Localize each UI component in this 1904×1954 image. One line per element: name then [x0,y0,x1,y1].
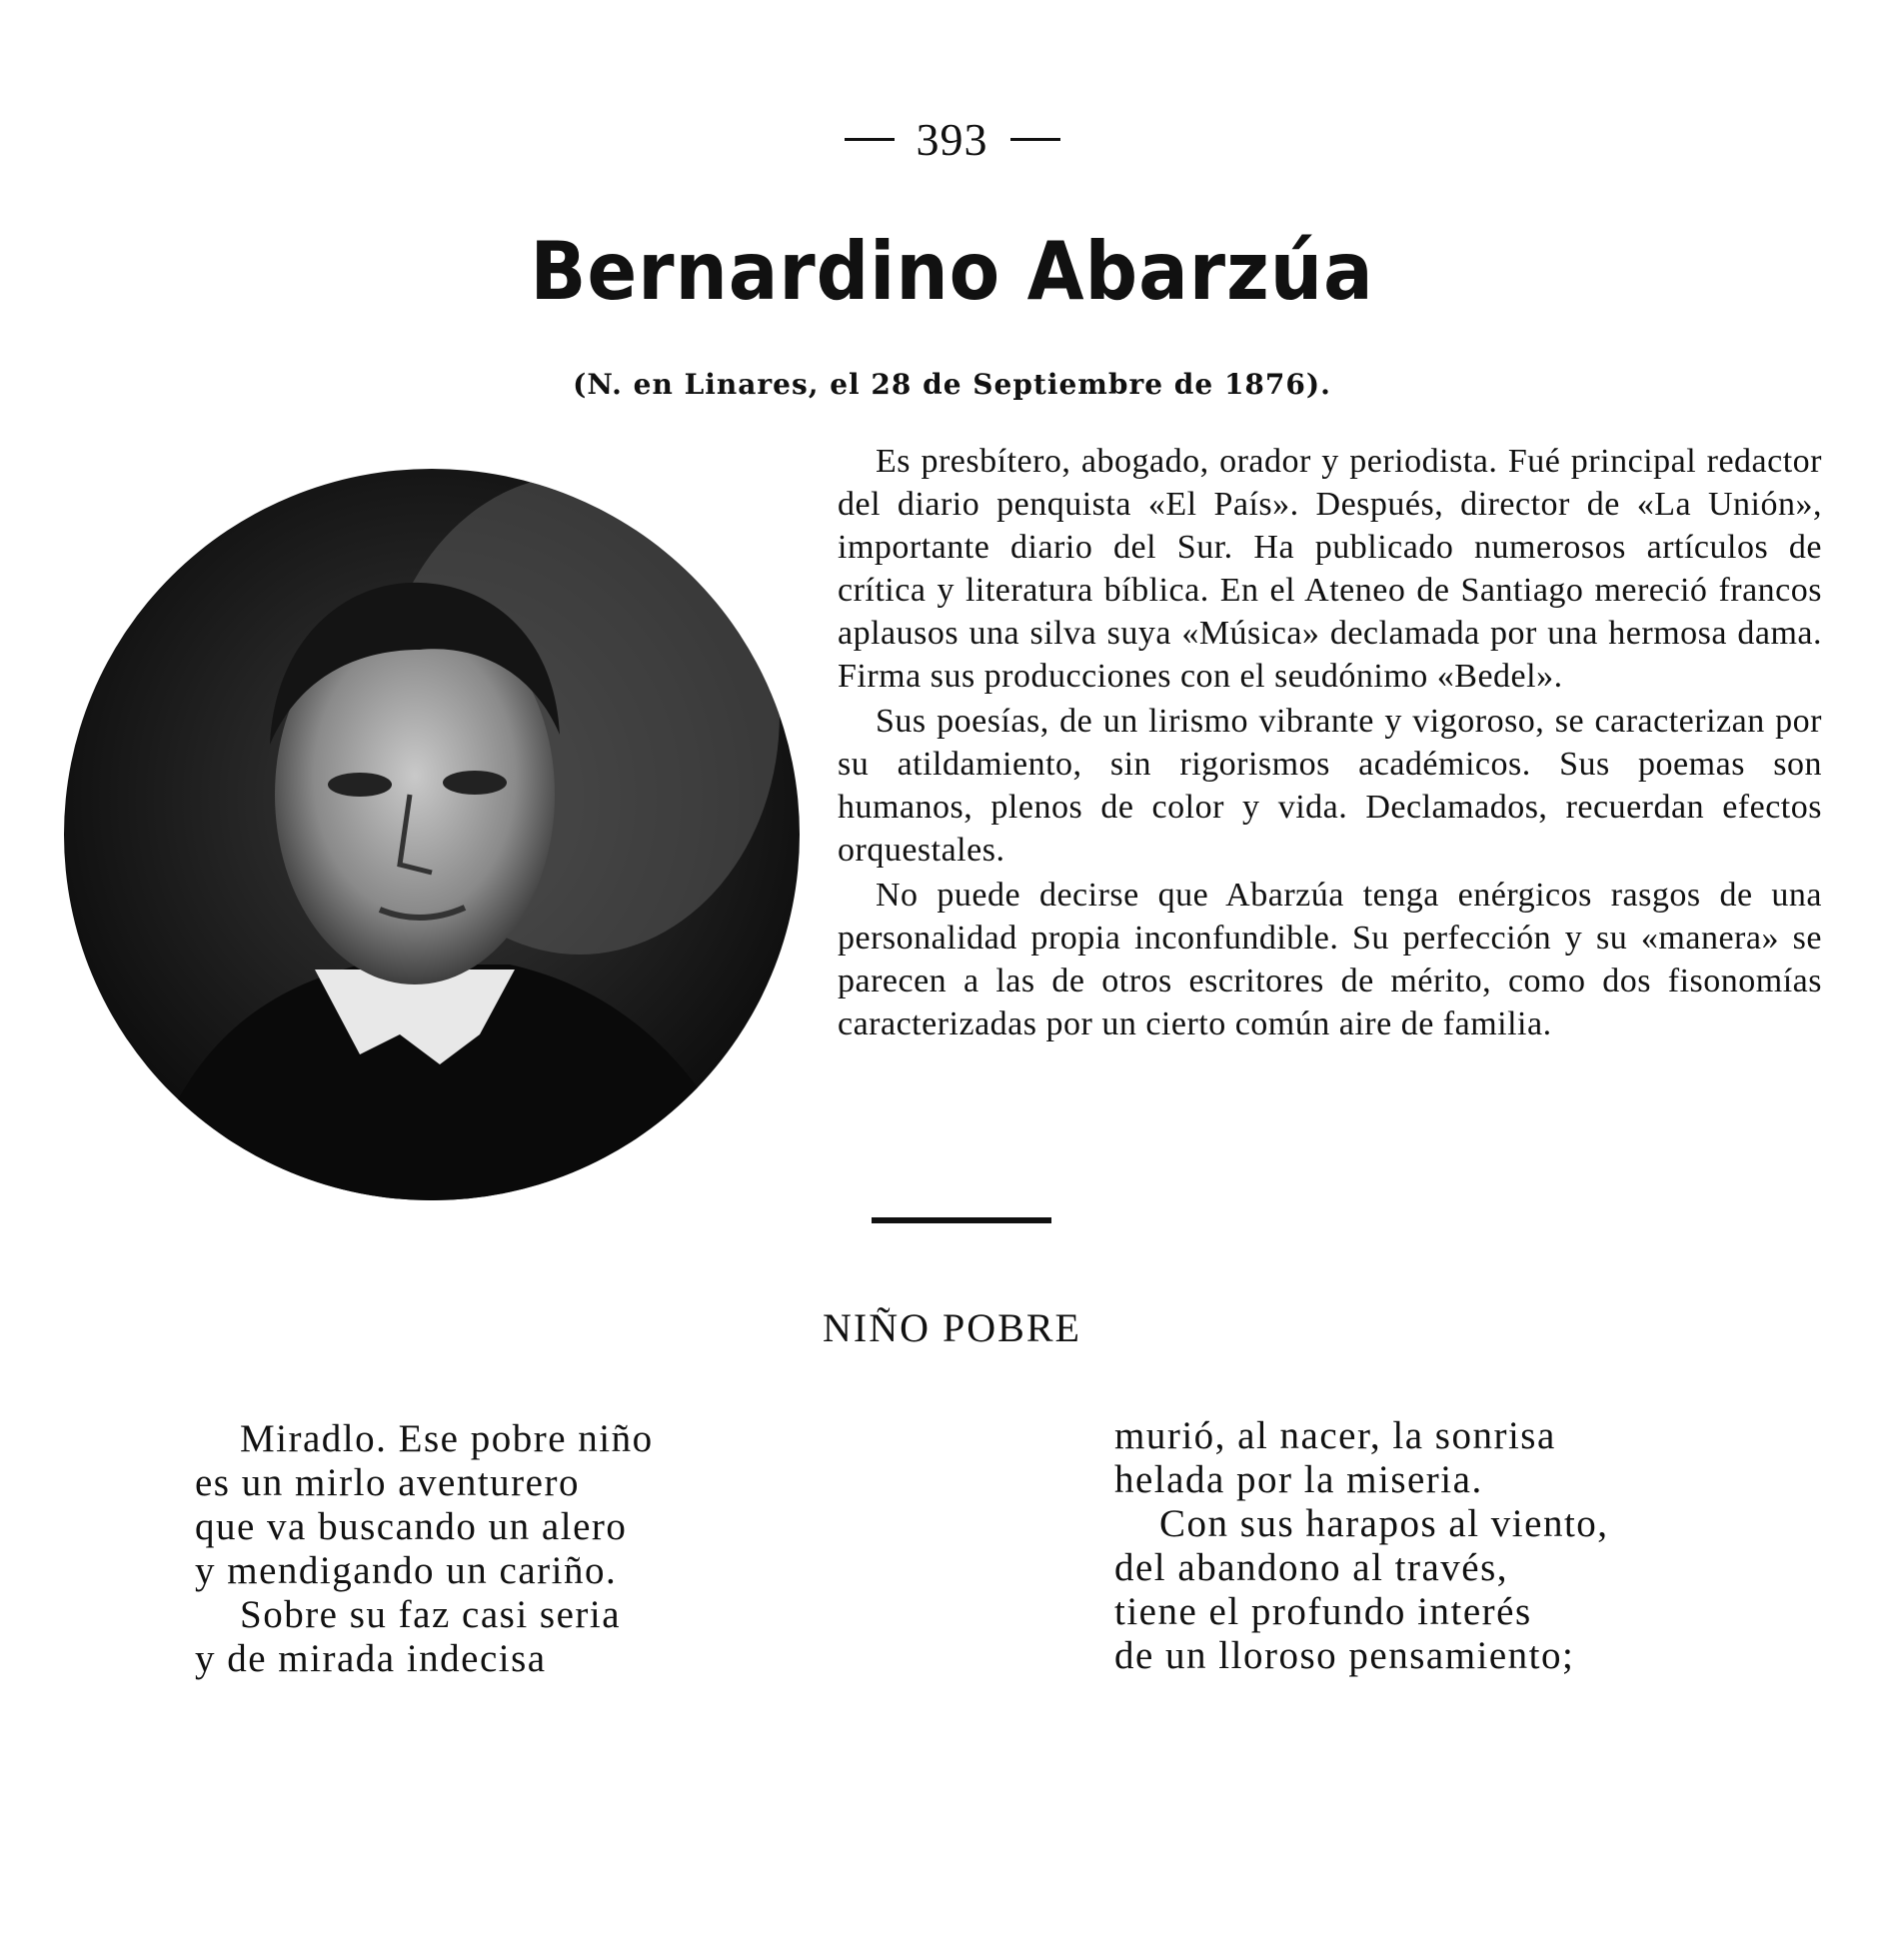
author-portrait [60,465,805,1204]
bio-paragraph: Es presbítero, abogado, orador y periodista. Fué principal redactor del diario penquista «El País». Después, director de «La Unión», importante diario del Sur. Ha publicado numerosos artículos de crítica y literatura bíblica. En el Ateneo de Santiago mereció francos aplausos una silva suya «Música» declamada por una hermosa dama. Firma sus producciones con el seudónimo «Bedel». [838,443,1822,695]
bio-paragraph: Sus poesías, de un lirismo vibrante y vigoroso, se caracterizan por su atildamiento, sin rigorismos académicos. Sus poemas son humanos, plenos de color y vida. Declamados, recuerdan efectos orquestales. [838,703,1822,869]
bio-paragraph: No puede decirse que Abarzúa tenga enérgicos rasgos de una personalidad propia inconfundible. Su perfección y su «manera» se parecen a las de otros escritores de mérito, como dos fisonomías caracterizadas por un cierto común aire de familia. [838,877,1822,1042]
poem-line: que va buscando un alero [195,1505,628,1548]
poem-line: helada por la miseria. [1114,1458,1483,1501]
birth-info: (N. en Linares, el 28 de Septiembre de 1876). [573,368,1331,401]
poem-line: y de mirada indecisa [195,1637,547,1680]
page-number-value: 393 [916,113,988,165]
page-title: Bernardino Abarzúa [530,225,1374,318]
poem-line: murió, al nacer, la sonrisa [1114,1414,1556,1457]
section-divider [872,1217,1051,1223]
dash-right [1010,138,1060,141]
poem-line: Sobre su faz casi seria [240,1593,622,1636]
poem-title: NIÑO POBRE [823,1305,1081,1350]
biography [838,440,1822,1047]
poem-line: Miradlo. Ese pobre niño [240,1417,654,1460]
poem-line: es un mirlo aventurero [195,1461,580,1504]
poem-line: y mendigando un cariño. [195,1549,618,1592]
poem-line: Con sus harapos al viento, [1159,1502,1609,1545]
poem-column-right [1114,1414,1609,1678]
poem-line: del abandono al través, [1114,1546,1509,1589]
dash-left [845,138,895,141]
page-number [0,108,1904,166]
poem-line: tiene el profundo interés [1114,1590,1532,1633]
poem-column-left [195,1417,654,1681]
poem-line: de un lloroso pensamiento; [1114,1634,1575,1677]
